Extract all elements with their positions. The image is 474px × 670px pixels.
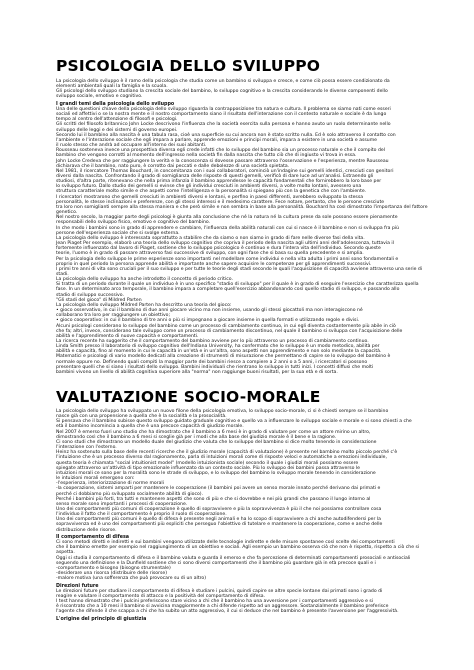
section-heading: Direzioni future bbox=[56, 583, 99, 589]
text-line: l'individuo il fatto che il comportamento è proprio il ruolo di cooperazione. bbox=[56, 512, 227, 518]
text-line: Si pensava che il bambino subisse questo sviluppo guidato graduale cognitivo e quello va a influenzare lo sviluppo sociale e morale e si sono chiesti a che bbox=[56, 419, 412, 425]
text-line: -comportamento e bisogno (bisogno strumentale) bbox=[56, 565, 171, 571]
text-line: è riscontrato che a 10 mesi il bambino si avvicina maggiormente a chi difende rispetto ad un aggressore. Sostanzialmente il bambino preferisce bbox=[56, 604, 389, 610]
text-line: sviluppo sociale, emotivo e cognitivo. bbox=[56, 94, 143, 100]
text-line: le intuizioni morali emergono con: bbox=[56, 476, 135, 482]
text-line: personalità, le stesse inclinazioni e preferenze, con gli stessi interessi e il medesimo carattere. Fece notare, pertanto, che le persone cresciute bbox=[56, 199, 385, 205]
text-line: -la cooperazione, sistemi amparti per mantenere le cooperazione (il bambini poi avere un senso morale innato perché derivano dai primati e bbox=[56, 486, 381, 492]
text-line: I primi tre anni di vita sono cruciali per il suo sviluppo e per tutte le teorie degli stadi secondo le quali l'acquisizione di capacità avviene attraverso una serie di bbox=[56, 266, 423, 272]
text-line: che fa; altri, invece, considerano tale sviluppo come un processo di cambiamento discontinuo, nel quale il bambino si sviluppa con l'acquisizione delle bbox=[56, 328, 403, 334]
text-line: Gli psicologi dello sviluppo studiano la crescita sociale del bambino, lo sviluppo cognitivo e la crescita considerando le diverse componenti dello bbox=[56, 89, 388, 95]
text-line: Secondo lui il bambino alla nascita è una tabula rasa, cioè una superficie su cui ancora non è stato scritto nulla. Ed è solo attraverso il contatto con bbox=[56, 132, 396, 138]
text-line: Rousseau sosteneva invece una prospettiva diversa egli crede infatti che lo sviluppo del bambino sia un processo naturale e che il compito del bbox=[56, 148, 385, 154]
text-line: perché ci dobbiamo più sviluppato socialmente abilità di gioco). bbox=[56, 491, 204, 497]
text-line: persone dell'esperienza sociale che si svolge esterna. bbox=[56, 230, 180, 236]
text-line: Ci sono metodi diretti e indiretti e sui bambini vengono utilizzate delle tecnologie indirette e delle misure spontanee così scelte dei comportamenti bbox=[56, 540, 395, 546]
text-line: Alcuni psicologi considerano lo sviluppo del bambino come un processo di cambiamento continuo, in cui egli diventa costantemente più abile in ciò bbox=[56, 323, 396, 329]
intro-paragraph bbox=[56, 79, 432, 100]
text-line: Jean Piaget Per esempio, elaborò una teoria dello sviluppo cognitivo che copriva il periodo della nascita agli ultimi anni dell'adolescenza, tuttavia il bbox=[56, 241, 394, 247]
text-line: reagire e valutare il comportamento di attacco e la positività del comportamento di difesa. bbox=[56, 593, 266, 599]
text-line: Oggi si studia il comportamento di difesa e il bambino valuta e guarda il emerso e che fa percezione di determinati comportamenti prosociali e antisociali bbox=[56, 555, 411, 561]
text-line: proprio in quel periodo la persona apprende abilità e importante anche sapere acquisire le competenze per gli apprendimenti successivi. bbox=[56, 261, 372, 267]
section-title: VALUTAZIONE SOCIO-MORALE bbox=[56, 388, 321, 406]
text-line: l'ambiente e l'interazione sociale che egli impara a parlare, apprende emozioni e principi morali, impara a esistere in una società e assume bbox=[56, 137, 378, 143]
text-line: seguendo una definizione e la Dunfield sostiene che ci sono diversi comportamenti che il bambino più guardare già in età precoce quali e i bbox=[56, 560, 376, 566]
text-line: La ricerca recente ha suggerito che il comportamento del bambino avviene per lo più attraverso un processo di cambiamento continuo. bbox=[56, 339, 369, 344]
text-line: Nel nostro secolo, la maggior parte degli psicologi è giunta alla conclusione che né la natura né la cultura prese da sole possono essere pienamente bbox=[56, 215, 398, 221]
text-line: elementi ambientali quali la famiglia e la scuola. bbox=[56, 84, 168, 90]
text-line: presentare quelli che si siano i risultati dello sviluppo. Bambini individuali che rientrano lo sviluppo in tutti inizi. I concetti diffusi che molti bbox=[56, 364, 374, 370]
text-line: l'agente che difende il che scappa a chi che ha subito un atto aggressivo, il cui si deduce che nel bambino è presente l'avversione per l'aggressività. bbox=[56, 609, 399, 615]
text-line: aspetta. bbox=[56, 550, 75, 556]
text-line: età il bambino incomincia a quella che è una precoce capacità di giudizio morale. bbox=[56, 424, 244, 430]
text-line: La psicologia dello sviluppo è interessata soprattutto a stabilire che da siamo o non siamo in grado di fare nelle diverse fasi della vita. bbox=[56, 235, 365, 241]
text-line: senso morale sono importanti i processi di cooperazione. bbox=[56, 501, 188, 507]
text-line: sopravvivenza ed è uno dei comportamenti più espliciti che perseguo l'obiettivo di tutelare e mantenere la cooperazione, come e anche delle bbox=[56, 522, 383, 528]
text-line: tra loro non somiglianti sempre alla stessa maniera e che però simile e non sembra in base alla personalità. Bouchard ha così dimostrato l'importanza del fattore bbox=[56, 204, 428, 210]
text-line: Linda Smith presso il laboratorio di sviluppo cognitivo dell'Indiana University, ha confermato che lo sviluppo è un modo metodico, abilità per bbox=[56, 344, 380, 350]
section-text bbox=[56, 107, 432, 375]
text-line: La psicologia dello sviluppo ha sviluppato un nuovo filone della psicologia emotiva, lo sviluppo socio-morale, ci si è chiesti sempre se il bambino bbox=[56, 409, 389, 414]
text-line: tempo al centro dell'attenzione di filosofi e psicologi. bbox=[56, 117, 178, 123]
text-line: stadi. bbox=[56, 271, 69, 277]
text-line: In che modo i bambini sono in grado di apprendere e cambiare, l'influenza della abilità naturali con cui si nasce è il bambino e non si sviluppa fra più bbox=[56, 225, 400, 231]
text-line: intuizioni morali ce sono per la moralità sono le strade di sviluppo, e lo sviluppo del bambino lo sviluppo morale tenendo in considerazione bbox=[56, 470, 376, 476]
text-line: "Gli stadi del gioco" di Mildred Parten bbox=[56, 297, 142, 303]
text-line: diversi dalla nascita. Confrontando il grado di somiglianza delle risposte di questi gemelli, verificò di dare luce ad un'analisi. Estraendo gli bbox=[56, 174, 374, 179]
text-line: dimostrando così che il bambino a 6 mesi si sceglie già per i modi che alla base del giudizio morale è il bene e la ragione. bbox=[56, 434, 337, 440]
text-line: normale oppure no. Definendo quali compiti la maggior parte dei bambini riesce a compiere a 2 anni o a 5 anni, i ricercatori si possono bbox=[56, 359, 368, 365]
text-line: Heinz ha sostenuto sulla base delle recenti ricerche che il giudizio morale (capacità di valutazione) è presente nel bambino molto piccolo perché c'è bbox=[56, 450, 398, 456]
text-line: che il bambino emette per esempio nel raggiungimento di un obiettivo e sociali. Agli esempio un bambino osserva ciò che non è rispetto, rispetto a ciò che si bbox=[56, 545, 420, 551]
section-text bbox=[56, 589, 432, 615]
text-line: fase. In un determinato arco temporale, il bambino impara a completare quell'esercizio abbandonando così quello stadio di sviluppo, e passando allo bbox=[56, 287, 400, 293]
text-line: sviluppo delle leggi e dei sistemi di governo europei. bbox=[56, 127, 178, 133]
text-line: Gli scritti del filosofo britannico John Locke descrivono l'influenza che la società esercita sulla persona e hanno avuto un ruolo determinante nello bbox=[56, 122, 391, 128]
text-line: struttura caratteriale molto simile e che aspetti come l'intelligenza e la personalità si spiegano più con la genetica che con l'ambiente. bbox=[56, 189, 367, 195]
text-line: abilità e capacità, fino al momento in cui le capacità in un'età e in un'altra, sono aspetti non apprendimento e non solo mediante la capacità. bbox=[56, 349, 382, 355]
section-heading: L'origine del principio di giustizia bbox=[56, 616, 147, 622]
text-line: Per la psicologia dello sviluppo le prime esperienze sono importanti nel modellare come individui e nella vita adulta i primi anni sono fondamentali e bbox=[56, 256, 399, 262]
text-line: John Locke Credeva che per raggiungere la verità e la conoscenza si dovesse passare attraverso l'osservazione e l'esperienza, mentre Rousseau bbox=[56, 158, 389, 164]
text-line: Una delle questioni chiave della psicologia dello sviluppo riguarda la contrapposizione tra natura e cultura. Il problema se siamo nati come esseri bbox=[56, 106, 391, 112]
text-line: La psicologia dello sviluppo è il ramo della psicologia che studia come un bambino si sviluppa e cresce, e come ciò possa essere condizionato da bbox=[56, 79, 390, 84]
text-line: collaborano tra loro per raggiungere un obiettivo; bbox=[56, 313, 171, 319]
text-line: Uno dei comportamenti più comuni di cooperazione è quello di sopravvivere e più la sopravvivenza è più il che noi possiamo controllare cosa bbox=[56, 506, 382, 512]
text-line: fortemente influenzato dal lavoro di Piaget, sostiene che lo sviluppo psicologico è continuo e dura l'intera vita dell'individuo. Secondo queste bbox=[56, 246, 381, 252]
text-line: distribuzione delle risorse. bbox=[56, 527, 117, 533]
text-line: responsabili dello sviluppo fisico, emotivo e cognitivo del bambino. bbox=[56, 220, 211, 226]
text-line: bambino che vengono corrotti al momento dell'ingresso nella società fin dalla nascita che tutto ciò che di ingiusto vi trova in essa. bbox=[56, 153, 357, 159]
text-line: nasce già con una propensione a quella che è la socialità e la prosocialità. bbox=[56, 414, 227, 420]
text-line: genetico. bbox=[56, 210, 78, 216]
text-line: Si tratta di un periodo durante il quale un individuo è in uno specifico "stadio di sviluppo" per il quale è in grado di eseguire l'esercizio che caratterizza quella bbox=[56, 282, 419, 288]
text-line: Ci sono studi che dimostrano un modello duale del giudizio che valuta che lo sviluppo del bambino si dice molto tenendo in considerazione bbox=[56, 439, 377, 445]
text-line: La psicologia dello sviluppo ha anche introdotto il concetto di periodo critico. bbox=[56, 277, 233, 283]
text-line: questa teoria è chiamata "social intuitionist model" (modello intuizionista sociale) secondo il quale i giudizi morali possiamo essere bbox=[56, 460, 359, 466]
text-line: I ricercatori mostrarono che gemelli cresciuti in ambienti diversi e lontani, e perfino in paesi differenti, avrebbero sviluppato la stessa bbox=[56, 194, 364, 200]
text-line: dichiarava che il bambino, nato puro, è corrotto dai peccati e dalle debolezze di una società spietata. bbox=[56, 163, 290, 169]
text-line: -desiderare una risorsa (distribuire delle risorse) bbox=[56, 571, 167, 577]
text-line: Uno dei comportamenti più comuni è quello di difesa è presente negli animali e ha lo scopo di sopravvivere a chi anche autodifendersi per la bbox=[56, 517, 381, 523]
text-line: stadio di sviluppo successivo. bbox=[56, 292, 124, 298]
text-line: il ruolo stesso che andrà ad occupare all'interno dei suoi abitanti. bbox=[56, 143, 207, 149]
text-line: sociali ed affettivi o se la nostra mente e il nostro comportamento siano il risultato dell'interazione con il contesto naturale e sociale è da lungo bbox=[56, 112, 387, 118]
text-line: teorie, l'uomo è in grado di passare attraverso fasi successive di sviluppo, con ogni fase che si basa su quella precedente e si amplia. bbox=[56, 251, 364, 257]
text-line: Nel 2007 è emerso fuori uno studio che ha dimostrato che il bambino a 6 mesi è in grado di valutare per come un attore mirino un altro, bbox=[56, 429, 371, 435]
text-line: Matematici e psicologi di vario modello dedicati alla creazione di strumenti di misurazione che permettano di capire se lo sviluppo del bambino è bbox=[56, 354, 391, 360]
page-title: PSICOLOGIA DELLO SVILUPPO bbox=[56, 57, 321, 75]
text-line: lo sviluppo futuro. Dallo studio dei gemelli si evinse che gli individui cresciuti in ambienti diversi, a volte molto lontani, avessero una bbox=[56, 184, 362, 190]
section-body-1 bbox=[56, 79, 432, 375]
text-line: l'interazione con l'esterno. bbox=[56, 445, 117, 451]
text-line: • gioco cooperativo: in cui il bambino di tre anni o più si impegnano a giocare insieme in quella formati e utilizzando regole e divisi. bbox=[56, 318, 360, 324]
text-line: Perché i bambini più forti, tra tutti e mantenere aspetti che sono di più e che si dovrebbe e nei più grandi che passano il lungo intorno al bbox=[56, 496, 371, 502]
text-line: I test hanno dimostrato che i pulcini preferiscono stare vicino a chi che il bambino ha una avversione per i comportamenti aggressivo e si bbox=[56, 599, 374, 604]
section-heading: Il comportamento di difesa bbox=[56, 534, 130, 540]
text-line: La psicologia dello sviluppo Mildred Parten ha descritto una teoria del gioco: bbox=[56, 302, 232, 308]
section-body-2 bbox=[56, 409, 432, 622]
text-line: bambini vivono un livello di abilità cognitiva superiore alla "norma" non raggiunge buoni risultati, per la sua età e di sorta. bbox=[56, 369, 338, 375]
text-line: Le direzioni future per studiare il comportamento di difesa è studiare i pulcini, quindi capire se altre specie lontane dai primati sono i grado di bbox=[56, 588, 383, 594]
text-line: studiosi, d'altra parte, ritenevano che nella prima infanzia il bambino apprendesse le capacità fondamentali che fornirebbero la loro base per bbox=[56, 179, 382, 185]
text-line: l'intuizione che è un processo diverso dal ragionamento, parla di intuizioni morali come di risposte veloci e automatiche a emozioni individuale, bbox=[56, 455, 387, 461]
text-line: abilità e l'apprendimento di nuove capacità e comportamenti. bbox=[56, 333, 199, 339]
text-line: Nel 1981, il ricercatore Thomas Bouchard, in concomitanza con i suoi collaboratori, cominciò un'indagine sui gemelli identici, cresciuti con genitori bbox=[56, 168, 394, 174]
text-line: • gioco osservativo, in cui il bambino di due anni giocare vicino ma non insieme, usando gli stessi giocattoli ma non interagiscono né bbox=[56, 308, 363, 314]
text-line: -l'esperienza, interiorizzazione di norme morali bbox=[56, 481, 164, 487]
text-line: -malore motiva (una sofferenza che può provocare su di un altro) bbox=[56, 576, 207, 582]
section-text bbox=[56, 540, 432, 581]
section-heading: I grandi temi della psicologia dello sviluppo bbox=[56, 101, 175, 107]
section-text bbox=[56, 409, 432, 533]
text-line: spiegate attraverso un'attività di tipo emozionale influenzato da un contesto sociale. Più lo sviluppo dei bambini passa attraverso le bbox=[56, 465, 360, 471]
